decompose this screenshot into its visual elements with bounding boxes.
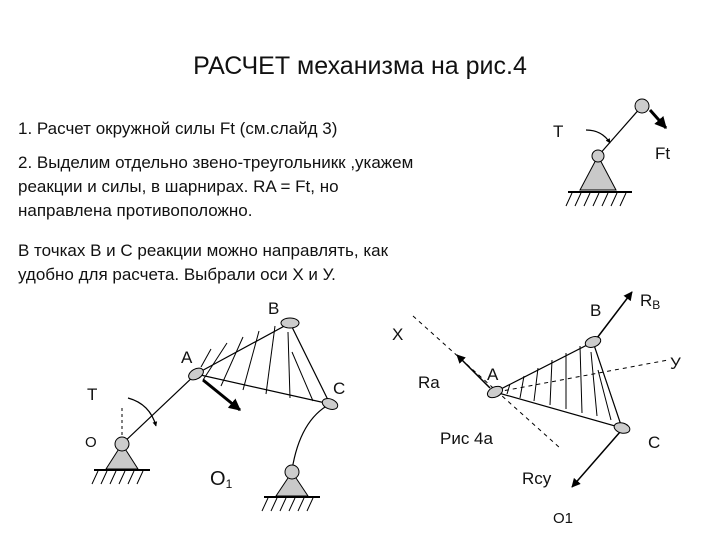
rb-arrow bbox=[597, 292, 632, 338]
item-2-line-1: 2. Выделим отдельно звено-треугольникк ,укажем bbox=[18, 153, 414, 172]
paragraph-line-1: В точках В и С реакции можно направлять, как bbox=[18, 241, 389, 260]
label-C: C bbox=[333, 379, 346, 398]
label-top-T: T bbox=[553, 122, 564, 141]
label-O1-main: O bbox=[210, 468, 226, 490]
hinge-O bbox=[115, 437, 129, 451]
label-RB-sub: B bbox=[652, 298, 661, 312]
left-torque-arc bbox=[128, 398, 156, 426]
label-Rcy: Rcy bbox=[522, 469, 552, 488]
label-O1-sub: 1 bbox=[225, 477, 233, 491]
label-axis-X: X bbox=[392, 325, 404, 344]
top-mechanism bbox=[566, 99, 666, 206]
item-2-line-2: реакции и силы, в шарнирах. RA = Ft, но bbox=[18, 177, 339, 196]
label-RB bbox=[640, 292, 660, 314]
label-A: A bbox=[181, 348, 193, 367]
left-crank bbox=[122, 374, 196, 444]
fb-hinge-B bbox=[584, 335, 602, 350]
hinge-B bbox=[281, 318, 299, 328]
label-fb-A: A bbox=[487, 365, 499, 384]
item-1: 1. Расчет окружной силы Ft (см.слайд 3) bbox=[18, 119, 338, 138]
hinge-C bbox=[321, 397, 339, 412]
free-body-triangle bbox=[495, 342, 622, 428]
hinge-O1 bbox=[285, 465, 299, 479]
top-ft-arrow bbox=[650, 110, 666, 128]
label-B: B bbox=[268, 299, 280, 318]
item-2-line-3: направлена противоположно. bbox=[18, 201, 253, 220]
left-rocker bbox=[292, 404, 330, 470]
free-body-diagram bbox=[413, 292, 668, 487]
label-RB-main: R bbox=[640, 291, 653, 310]
top-hinge-upper bbox=[635, 99, 649, 113]
slide-title: РАСЧЕТ механизма на рис.4 bbox=[193, 52, 527, 80]
figure-caption: Рис 4а bbox=[440, 429, 493, 448]
top-torque-arc bbox=[586, 130, 610, 143]
label-fb-O1: O1 bbox=[553, 510, 574, 527]
rcy-arrow bbox=[572, 432, 620, 487]
paragraph-line-2: удобно для расчета. Выбрали оси Х и У. bbox=[18, 265, 336, 284]
label-axis-U: У bbox=[670, 354, 681, 373]
label-Ra: Ra bbox=[418, 373, 440, 392]
top-crank bbox=[598, 106, 642, 156]
label-O1 bbox=[210, 470, 232, 493]
axis-y bbox=[497, 360, 668, 392]
label-fb-C: C bbox=[648, 433, 661, 452]
ra-arrow bbox=[457, 355, 490, 388]
fb-hinge-C bbox=[613, 421, 631, 435]
top-hinge-lower bbox=[592, 150, 604, 162]
label-T: T bbox=[87, 385, 98, 404]
label-O: O bbox=[85, 434, 97, 451]
label-top-Ft: Ft bbox=[655, 144, 671, 163]
label-fb-B: B bbox=[590, 301, 602, 320]
